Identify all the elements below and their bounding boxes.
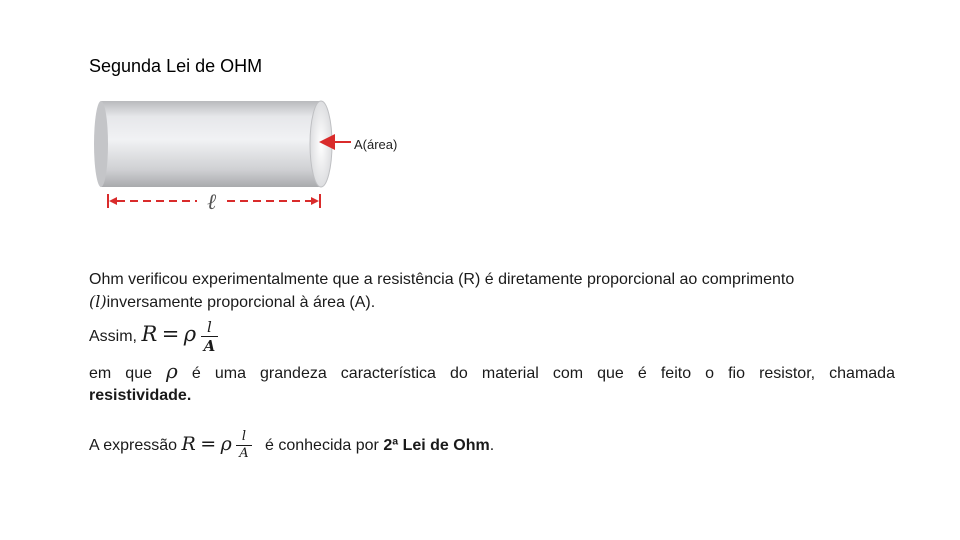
expression-end: . (489, 437, 495, 454)
inline-formula-rho: ρ (220, 433, 232, 455)
paragraph-line-1: Ohm verificou experimentalmente que a resistência (R) é diretamente proporcional ao comprimento (89, 271, 795, 288)
resistivity-term: resistividade. (89, 387, 192, 404)
cylinder-figure (85, 95, 425, 215)
assim-label: Assim, (89, 328, 137, 345)
paragraph-definition (89, 269, 895, 314)
formula-denominator: A (203, 337, 216, 356)
area-label: A(área) (354, 137, 398, 152)
formula-numerator: l (201, 318, 219, 337)
resistivity-text: é uma grandeza característica do material com que é feito o fio resistor, chamada (191, 365, 895, 382)
length-variable: (l) (89, 292, 107, 311)
paragraph-line-2 (89, 291, 895, 314)
rho-symbol: ρ (166, 359, 178, 383)
resistivity-prefix: em que (89, 365, 152, 382)
formula-fraction (201, 318, 219, 355)
formula-line (89, 312, 895, 359)
expression-middle: é conhecida por (265, 437, 379, 454)
cylinder-left-edge (94, 101, 108, 187)
slide-title: Segunda Lei de OHM (89, 56, 263, 76)
cylinder-illustration (85, 95, 425, 215)
expression-prefix: A expressão (89, 437, 178, 454)
resistivity-line-1 (89, 360, 895, 385)
length-symbol: ℓ (207, 190, 217, 215)
formula-equals: = (161, 322, 180, 346)
inline-formula-lhs: R (181, 433, 196, 455)
inline-formula-denominator: A (239, 446, 249, 462)
inline-formula-equals: = (200, 433, 217, 455)
formula-lhs: R (141, 322, 158, 346)
inline-formula-fraction (236, 429, 251, 462)
inline-formula-numerator: l (236, 429, 251, 446)
cylinder-cross-section (310, 101, 332, 187)
paragraph-second-law (89, 424, 895, 466)
paragraph-resistivity (89, 360, 895, 407)
cylinder-body (97, 101, 321, 187)
paragraph-line-2-text: inversamente proporcional à área (A). (106, 294, 376, 311)
formula-rho: ρ (183, 322, 197, 346)
second-law-name: 2ª Lei de Ohm (383, 437, 490, 454)
